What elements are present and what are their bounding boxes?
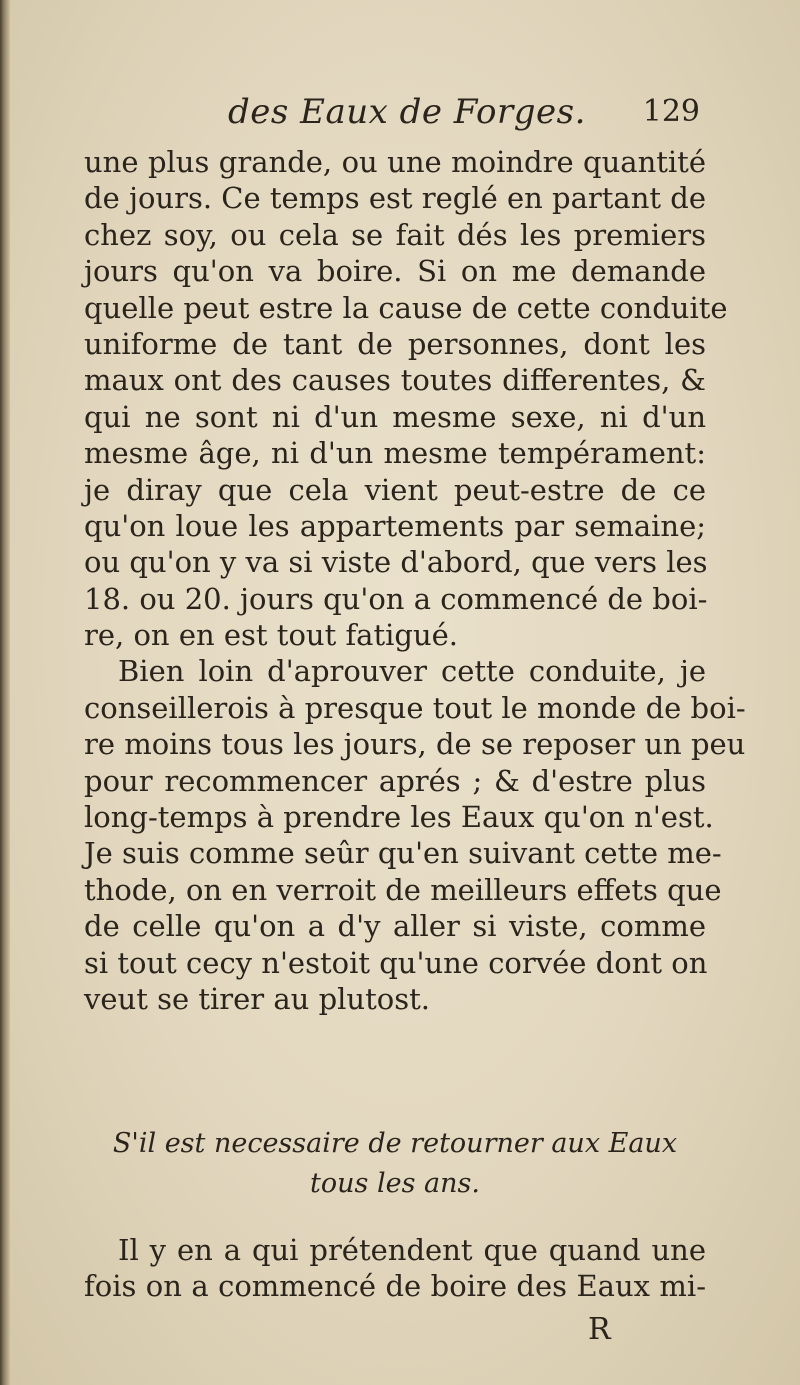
paragraph-1 <box>84 144 728 653</box>
page-number: 129 <box>642 94 700 129</box>
text-line: fois on a commencé de boire des Eaux mi- <box>84 1269 706 1304</box>
page-binding-edge <box>0 0 10 1385</box>
text-line: thode, on en verroit de meilleurs effets que <box>84 872 722 907</box>
text-line: re, on en est tout fatigué. <box>84 618 459 653</box>
text-line: uniforme de tant de personnes, dont les <box>84 326 706 361</box>
section-heading <box>84 1124 706 1204</box>
text-line: qui ne sont ni d'un mesme sexe, ni d'un <box>84 399 706 434</box>
text-line: mesme âge, ni d'un mesme tempérament: <box>84 436 706 471</box>
section-heading-line: S'il est necessaire de retourner aux Eaux <box>112 1128 678 1159</box>
text-line: de celle qu'on a d'y aller si viste, comme <box>84 909 706 944</box>
text-line: maux ont des causes toutes differentes, & <box>84 363 706 398</box>
body-text <box>84 144 746 1017</box>
text-line: veut se tirer au plutost. <box>84 981 430 1016</box>
text-line: si tout cecy n'estoit qu'une corvée dont on <box>84 945 708 980</box>
text-line: qu'on loue les appartements par semaine; <box>84 508 706 543</box>
text-line: Bien loin d'aprouver cette conduite, je <box>118 654 706 689</box>
section-heading-line: tous les ans. <box>310 1168 480 1199</box>
running-title: des Eaux de Forges. <box>228 92 586 132</box>
text-line: chez soy, ou cela se fait dés les premiers <box>84 217 706 252</box>
signature-mark: R <box>588 1312 611 1347</box>
text-line: Je suis comme seûr qu'en suivant cette me- <box>84 836 722 871</box>
text-line: de jours. Ce temps est reglé en partant de <box>84 181 706 216</box>
text-line: jours qu'on va boire. Si on me demande <box>84 254 706 289</box>
text-line: ou qu'on y va si viste d'abord, que vers les <box>84 545 708 580</box>
text-line: 18. ou 20. jours qu'on a commencé de boi- <box>84 581 708 616</box>
paragraph-3 <box>84 1232 706 1305</box>
text-line: pour recommencer aprés ; & d'estre plus <box>84 763 706 798</box>
text-line: Il y en a qui prétendent que quand une <box>118 1233 706 1267</box>
text-line: une plus grande, ou une moindre quantité <box>84 145 706 179</box>
text-line: je diray que cela vient peut-estre de ce <box>84 472 706 507</box>
text-line: re moins tous les jours, de se reposer un peu <box>84 727 746 762</box>
paragraph-2 <box>84 653 746 1017</box>
text-line: conseillerois à presque tout le monde de boi- <box>84 690 746 725</box>
text-line: quelle peut estre la cause de cette conduite <box>84 290 728 325</box>
running-head <box>88 92 700 142</box>
text-line: long-temps à prendre les Eaux qu'on n'est. <box>84 800 714 835</box>
